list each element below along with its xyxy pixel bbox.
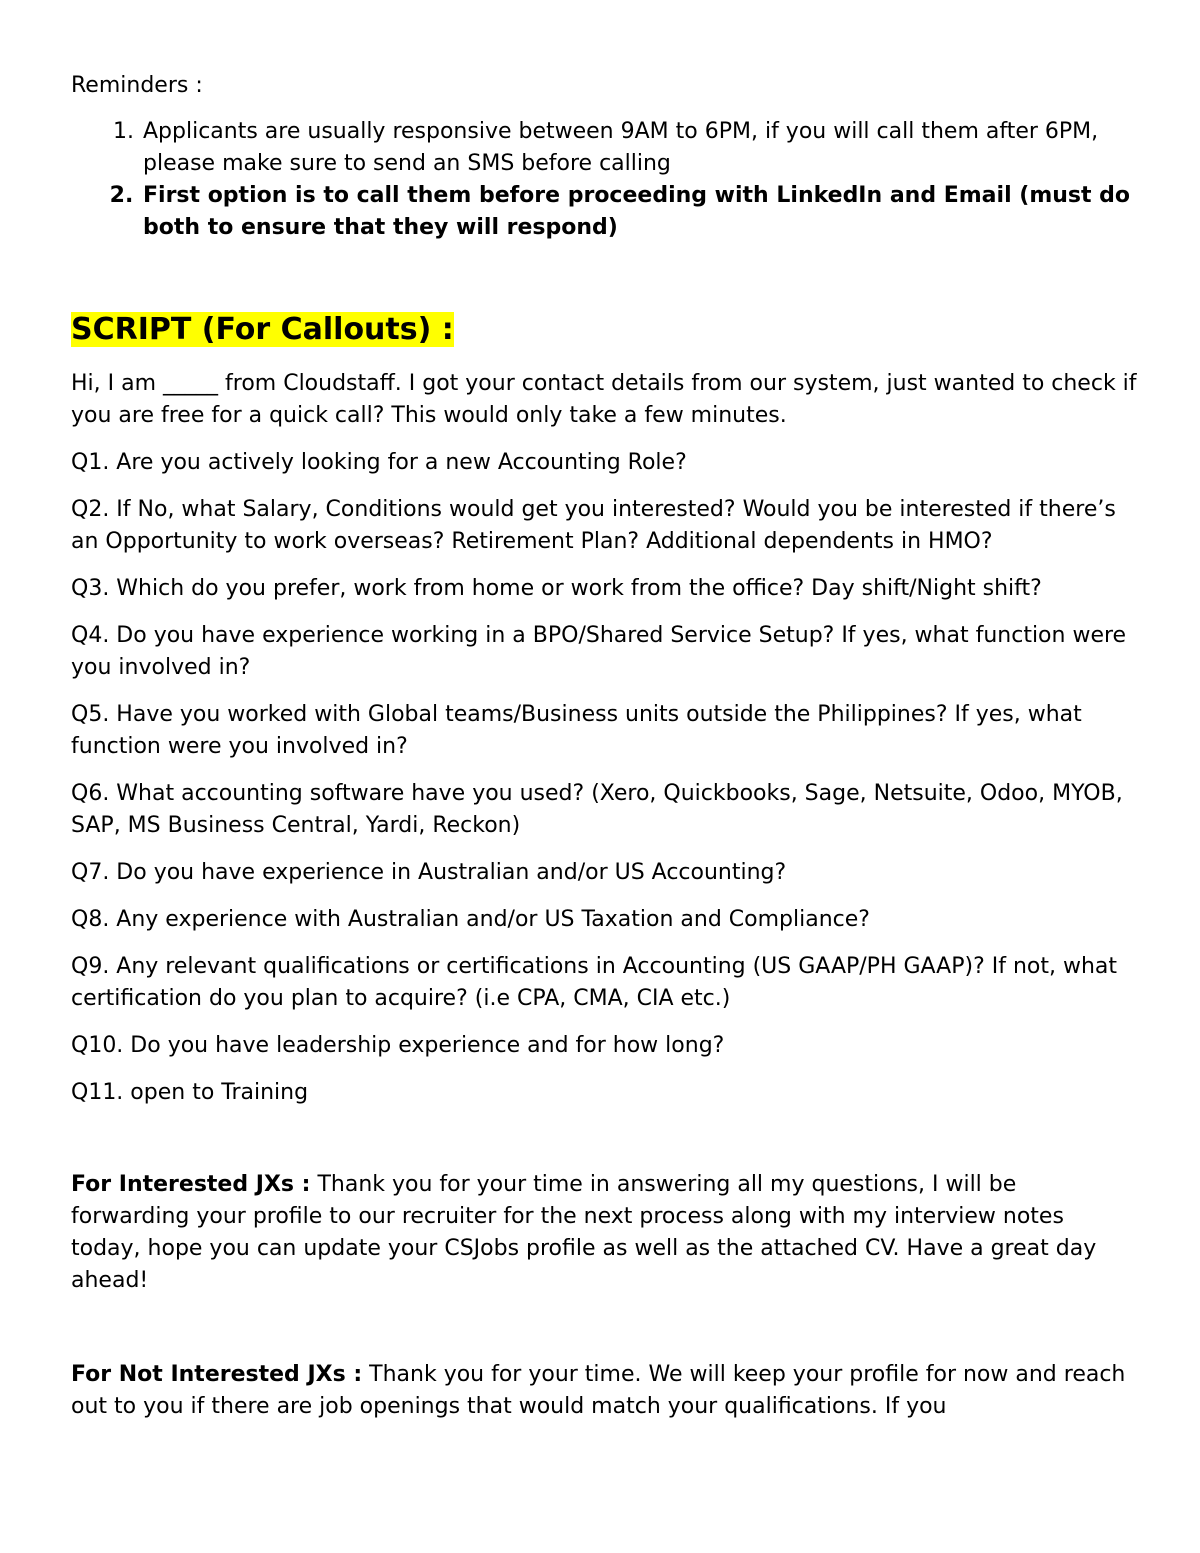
question-item: Q7. Do you have experience in Australian and/or US Accounting? bbox=[71, 860, 787, 885]
question-item: Q11. open to Training bbox=[71, 1080, 309, 1105]
script-heading-highlight: SCRIPT (For Callouts) : bbox=[71, 312, 454, 347]
question-item: Q8. Any experience with Australian and/or US Taxation and Compliance? bbox=[71, 907, 870, 932]
closing-not-interested bbox=[71, 1359, 1139, 1423]
closing-interested bbox=[71, 1169, 1139, 1297]
reminders-list bbox=[71, 116, 1139, 244]
closing-interested-text: Thank you for your time in answering all my questions, I will be forwarding your profile to our recruiter for the next process along with my interview notes today, hope you can update your CSJobs profile as well as the attached CV. Have a great day ahead! bbox=[71, 1172, 1097, 1293]
closing-interested-label: For Interested JXs : bbox=[71, 1172, 311, 1197]
script-intro: Hi, I am _____ from Cloudstaff. I got your contact details from our system, just wanted to check if you are free for a quick call? This would only take a few minutes. bbox=[71, 371, 1137, 428]
reminder-item: 2. First option is to call them before proceeding with LinkedIn and Email (must do both to ensure that they will respond) bbox=[141, 180, 1139, 244]
reminder-item: 1. Applicants are usually responsive between 9AM to 6PM, if you will call them after 6PM, please make sure to send an SMS before calling bbox=[141, 116, 1139, 180]
closing-not-interested-text: Thank you for your time. We will keep your profile for now and reach out to you if there are job openings that would match your qualifications. If you bbox=[71, 1362, 1126, 1419]
question-item: Q6. What accounting software have you used? (Xero, Quickbooks, Sage, Netsuite, Odoo, MYOB, SAP, MS Business Central, Yardi, Reckon) bbox=[71, 781, 1123, 838]
script-heading bbox=[71, 308, 1139, 352]
document-page bbox=[71, 70, 1139, 1423]
question-item: Q10. Do you have leadership experience and for how long? bbox=[71, 1033, 725, 1058]
question-item: Q3. Which do you prefer, work from home or work from the office? Day shift/Night shift? bbox=[71, 576, 1042, 601]
question-item: Q1. Are you actively looking for a new Accounting Role? bbox=[71, 450, 687, 475]
question-item: Q4. Do you have experience working in a BPO/Shared Service Setup? If yes, what function were you involved in? bbox=[71, 623, 1127, 680]
question-item: Q5. Have you worked with Global teams/Business units outside the Philippines? If yes, what function were you involved in? bbox=[71, 702, 1082, 759]
reminders-title: Reminders : bbox=[71, 73, 203, 98]
question-item: Q9. Any relevant qualifications or certifications in Accounting (US GAAP/PH GAAP)? If not, what certification do you plan to acquire? (i.e CPA, CMA, CIA etc.) bbox=[71, 954, 1118, 1011]
closing-not-interested-label: For Not Interested JXs : bbox=[71, 1362, 363, 1387]
question-item: Q2. If No, what Salary, Conditions would get you interested? Would you be interested if there’s an Opportunity to work overseas? Retirement Plan? Additional dependents in HMO? bbox=[71, 497, 1116, 554]
